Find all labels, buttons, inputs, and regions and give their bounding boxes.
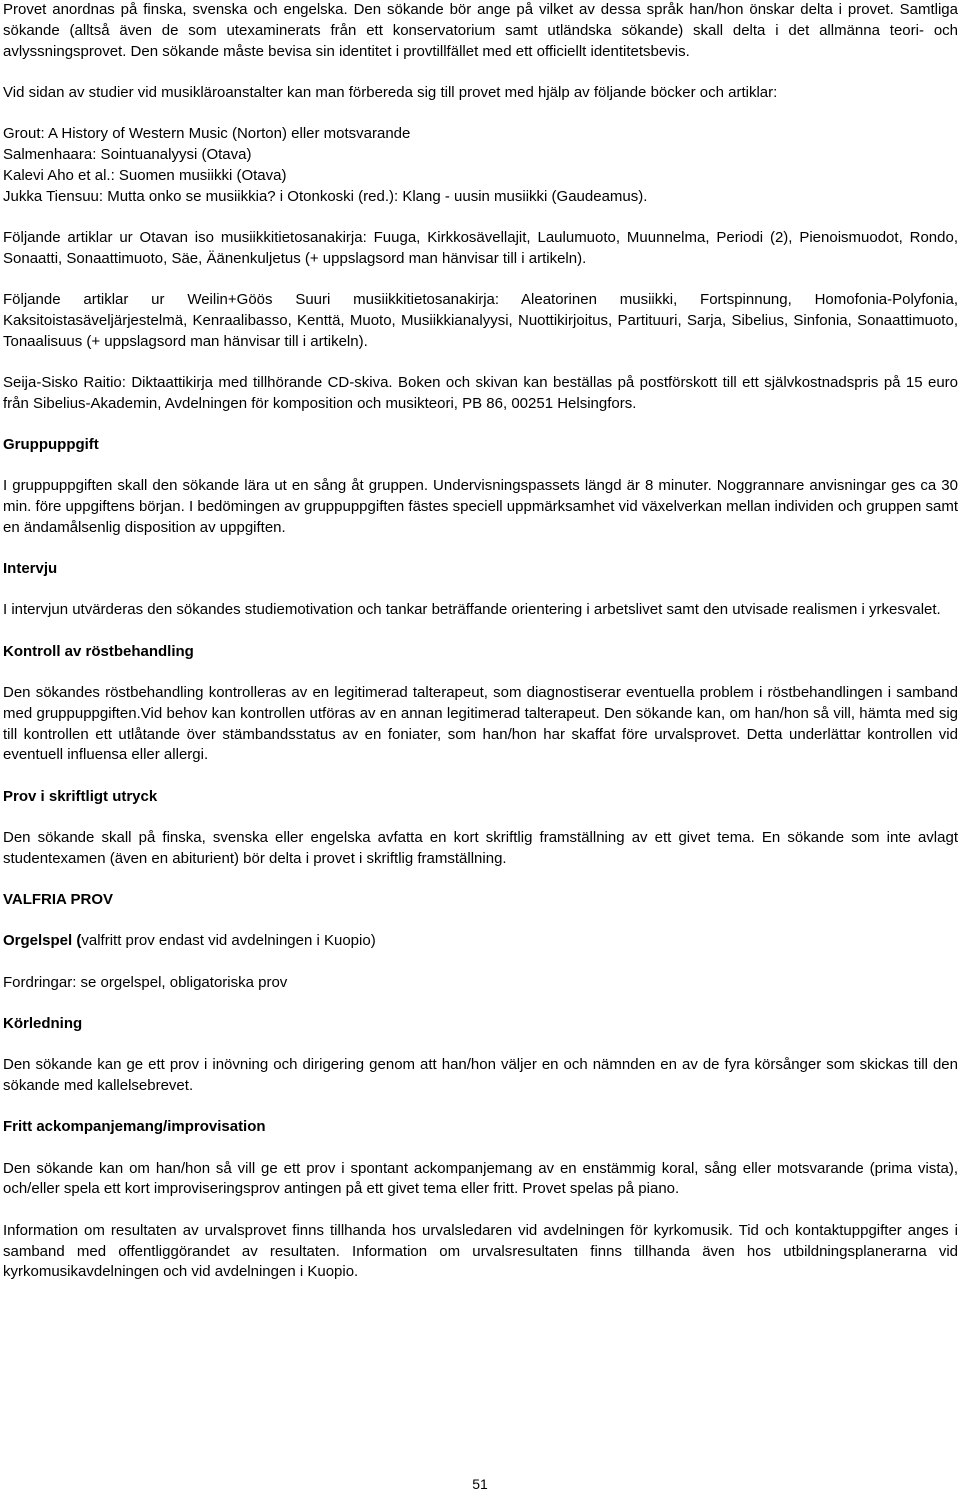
- intervju-paragraph: I intervjun utvärderas den sökandes studiemotivation och tankar beträffande orientering i arbetslivet samt den utvisade realismen i yrkesvalet.: [3, 601, 941, 619]
- section-heading-rostbehandling: Kontroll av röstbehandling: [3, 642, 194, 660]
- section-heading-gruppuppgift: Gruppuppgift: [3, 435, 99, 453]
- book-item: Kalevi Aho et al.: Suomen musiikki (Otava): [3, 166, 287, 184]
- study-paragraph: Vid sidan av studier vid musikläroanstalter kan man förbereda sig till provet med hjälp av följande böcker och artiklar:: [3, 83, 778, 101]
- section-heading-orgelspel: Orgelspel (: [3, 932, 82, 950]
- book-list: [3, 124, 958, 207]
- section-heading-skriftligt: Prov i skriftligt utryck: [3, 787, 158, 805]
- otava-articles-paragraph: Följande artiklar ur Otavan iso musiikkitietosanakirja: Fuuga, Kirkkosävellajit, Laulumuoto, Muunnelma, Periodi (2), Pienoismuodot, Rondo, Sonaatti, Sonaattimuoto, Säe, Äänenkuljetus (+ uppslagsord man hänvisar till i artikeln).: [3, 228, 958, 267]
- korledning-paragraph: Den sökande kan ge ett prov i inövning och dirigering genom att han/hon väljer en och nämnden en av de fyra körsånger som skickas till den sökande med kallelsebrevet.: [3, 1056, 958, 1095]
- book-item: Grout: A History of Western Music (Norton) eller motsvarande: [3, 125, 411, 143]
- gruppuppgift-paragraph: I gruppuppgiften skall den sökande lära ut en sång åt gruppen. Undervisningspassets längd är 8 minuter. Noggrannare anvisningar ges ca 30 min. före uppgiftens början. I bedömingen av gruppuppgiften fästes speciell uppmärksamhet vid växelverkan mellan individen och gruppen samt en ändamålsenlig disposition av uppgiften.: [3, 477, 958, 536]
- intro-paragraph: Provet anordnas på finska, svenska och engelska. Den sökande bör ange på vilket av dessa språk han/hon önskar delta i provet. Samtliga sökande (alltså även de som utexaminerats från ett konservatorium samt utländska sökande) skall delta i det allmänna teori- och avlyssningsprovet. Den sökande måste bevisa sin identitet i provtillfället med ett officiellt identitetsbevis.: [3, 1, 958, 60]
- skriftligt-paragraph: Den sökande skall på finska, svenska eller engelska avfatta en kort skriftlig framställning av ett givet tema. En sökande som inte avlagt studentexamen (även en abiturient) bör delta i provet i skriftlig framställning.: [3, 829, 958, 867]
- closing-paragraph: Information om resultaten av urvalsprovet finns tillhanda hos urvalsledaren vid avdelningen för kyrkomusik. Tid och kontaktuppgifter anges i samband med offentliggörandet av resultaten. Information om urvalsresultaten finns tillhanda även hos utbildningsplanerarna vid kyrkomusikavdelningen och vid avdelningen i Kuopio.: [3, 1221, 958, 1281]
- section-heading-korledning: Körledning: [3, 1015, 83, 1032]
- rostbehandling-paragraph: Den sökandes röstbehandling kontrolleras av en legitimerad talterapeut, som diagnostiserar eventuella problem i röstbehandlingen i samband med gruppuppgiften.Vid behov kan kontrollen utföras av en annan legitimerad talterapeut. Den sökande kan, om han/hon så vill, hämta med sig till kontrollen ett utlåtande över stämbandsstatus av en foniater, som han/hon har skaffat före urvalsprovet. Detta underlättar kontrollen vid eventuell influensa eller allergi.: [3, 684, 958, 764]
- orgelspel-paragraph: Fordringar: se orgelspel, obligatoriska prov: [3, 973, 288, 991]
- orgelspel-heading-note: valfritt prov endast vid avdelningen i Kuopio): [81, 932, 376, 950]
- document-page: [3, 0, 958, 1283]
- weilin-articles-paragraph: Följande artiklar ur Weilin+Göös Suuri musiikkitietosanakirja: Aleatorinen musiikki, Fortspinnung, Homofonia-Polyfonia, Kaksitoistasäveljärjestelmä, Kenraalibasso, Kenttä, Muoto, Musiikkianalyysi, Nuottikirjoitus, Partituuri, Sarja, Sibelius, Sinfonia, Sonaattimuoto, Tonaalisuus (+ uppslagsord man hänvisar till i artikeln).: [3, 290, 958, 350]
- raitio-paragraph: Seija-Sisko Raitio: Diktaattikirja med tillhörande CD-skiva. Boken och skivan kan beställas på postförskott till ett självkostnadspris på 15 euro från Sibelius-Akademin, Avdelningen för komposition och musikteori, PB 86, 00251 Helsingfors.: [3, 373, 958, 412]
- page-number: 51: [472, 1476, 488, 1492]
- book-item: Salmenhaara: Sointuanalyysi (Otava): [3, 145, 252, 163]
- book-item: Jukka Tiensuu: Mutta onko se musiikkia? i Otonkoski (red.): Klang - uusin musiikki (Gaudeamus).: [3, 187, 648, 205]
- section-heading-fritt-ackompanjemang: Fritt ackompanjemang/improvisation: [3, 1118, 266, 1136]
- section-heading-intervju: Intervju: [3, 560, 58, 578]
- fritt-ackompanjemang-paragraph: Den sökande kan om han/hon så vill ge ett prov i spontant ackompanjemang av en enstämmig koral, sång eller motsvarande (prima vista), och/eller spela ett kort improviseringsprov antingen på ett givet tema eller fritt. Provet spelas på piano.: [3, 1159, 958, 1198]
- orgelspel-heading-line: [3, 931, 958, 952]
- section-heading-valfria-prov: VALFRIA PROV: [3, 891, 114, 909]
